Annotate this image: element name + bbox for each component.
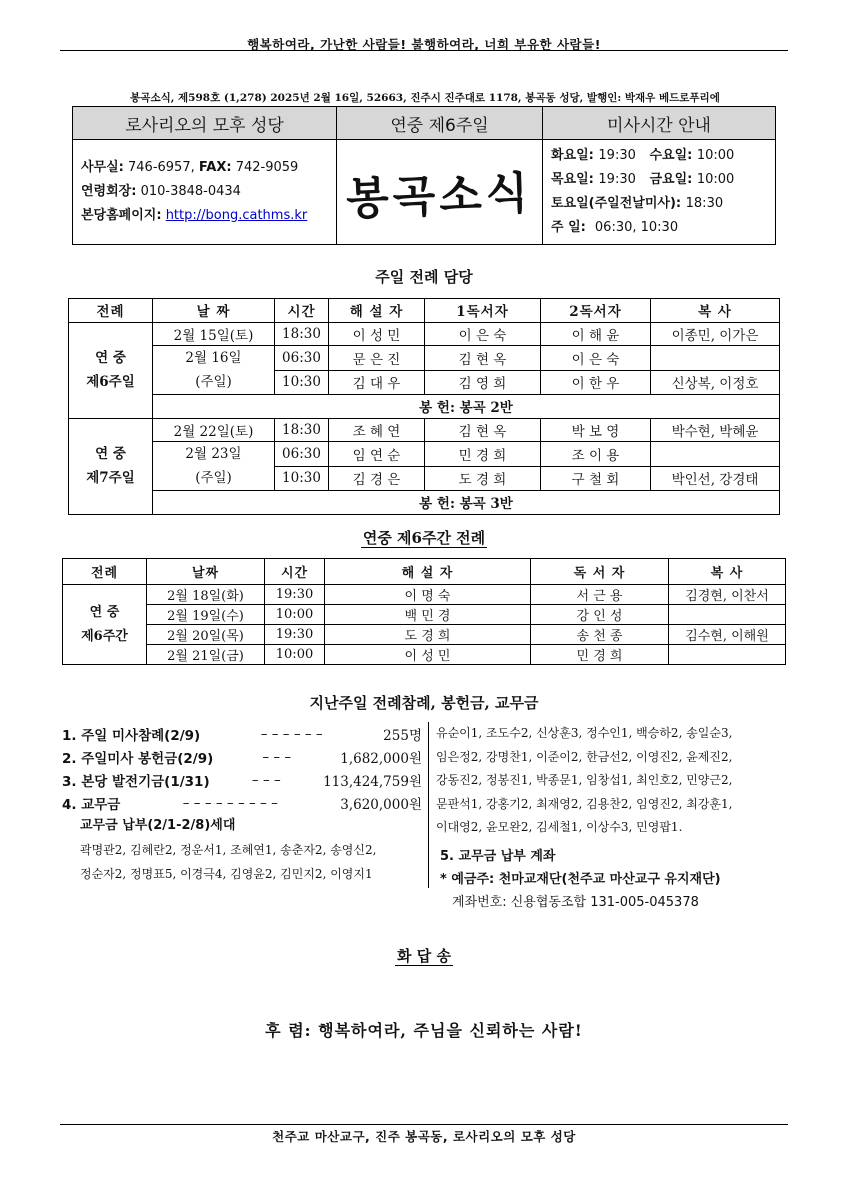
- masthead: [72, 106, 776, 245]
- server-cell: [651, 346, 780, 371]
- reader-cell: 강 인 성: [531, 605, 669, 625]
- finance-title: 지난주일 전례참례, 봉헌금, 교무금: [309, 694, 539, 712]
- offering-cell: 봉 헌: 봉곡 3반: [153, 491, 780, 515]
- commentator-cell: 백 민 경: [325, 605, 531, 625]
- date-cell: 2월 20일(목): [147, 625, 265, 645]
- server-cell: 박인선, 강경태: [651, 466, 780, 491]
- col-header: 복 사: [651, 299, 780, 323]
- server-cell: 신상복, 이정호: [651, 370, 780, 395]
- table-row: [63, 645, 786, 665]
- reader-cell: 송 천 종: [531, 625, 669, 645]
- top-divider: [60, 50, 788, 51]
- commentator-cell: 임 연 순: [329, 442, 425, 467]
- table-row: [69, 418, 780, 442]
- account-title: 5. 교무금 납부 계좌: [440, 849, 556, 864]
- server-cell: [669, 645, 786, 665]
- server-cell: 김수현, 이해원: [669, 625, 786, 645]
- reader2-cell: 이 한 우: [541, 370, 651, 395]
- account-holder: * 예금주: 천마교재단(천주교 마산교구 유지재단): [440, 872, 721, 887]
- server-cell: [669, 605, 786, 625]
- publication-info: 봉곡소식, 제598호 (1,278) 2025년 2월 16일, 52663, 진주시 진주대로 1178, 봉곡동 성당, 발행인: 박재우 베드로푸리에: [130, 92, 720, 104]
- date-cell: 2월 22일(토): [153, 418, 275, 442]
- reader-cell: 민 경 희: [531, 645, 669, 665]
- time-cell: 19:30: [265, 585, 325, 605]
- commentator-cell: 이 성 민: [329, 322, 425, 346]
- finance-summary: [62, 722, 422, 886]
- donor-list: [436, 722, 786, 840]
- reader1-cell: 도 경 희: [425, 466, 541, 491]
- mass-time-title: 미사시간 안내: [543, 107, 776, 140]
- col-header: 전례: [63, 559, 147, 585]
- col-header: 날짜: [147, 559, 265, 585]
- table-row: [69, 491, 780, 515]
- commentator-cell: 김 대 우: [329, 370, 425, 395]
- column-divider: [428, 722, 429, 888]
- time-cell: 06:30: [275, 442, 329, 467]
- time-cell: 10:00: [265, 605, 325, 625]
- season-cell: 연 중 제6주간: [63, 585, 147, 665]
- logo-cell: [337, 140, 543, 245]
- psalm-title-wrap: [0, 945, 848, 966]
- table-row: [69, 442, 780, 467]
- list-item: 유순이1, 조도수2, 신상훈3, 정수인1, 백승하2, 송일순3,: [436, 726, 733, 740]
- dues-names: 정순자2, 정명표5, 이경극4, 김영윤2, 김민지2, 이영지1: [80, 867, 373, 881]
- footer: 천주교 마산교구, 진주 봉곡동, 로사리오의 모후 성당: [272, 1129, 576, 1144]
- server-cell: 김경현, 이찬서: [669, 585, 786, 605]
- reader1-cell: 김 영 희: [425, 370, 541, 395]
- commentator-cell: 이 명 숙: [325, 585, 531, 605]
- dues-title: 교무금 납부(2/1-2/8)세대: [80, 818, 236, 833]
- time-cell: 10:30: [275, 466, 329, 491]
- newsletter-logo: 봉곡소식: [345, 167, 534, 226]
- homepage-link[interactable]: http://bong.cathms.kr: [165, 208, 308, 223]
- season-cell: 연 중 제6주일: [69, 322, 153, 418]
- table-row: [69, 322, 780, 346]
- col-header: 해 설 자: [325, 559, 531, 585]
- reader2-cell: 조 이 용: [541, 442, 651, 467]
- table-row: [63, 625, 786, 645]
- commentator-cell: 문 은 진: [329, 346, 425, 371]
- account-info: [440, 845, 790, 914]
- reader1-cell: 이 은 숙: [425, 322, 541, 346]
- season-cell: 연 중 제7주일: [69, 418, 153, 514]
- reader2-cell: 구 철 회: [541, 466, 651, 491]
- reader1-cell: 민 경 희: [425, 442, 541, 467]
- date-cell: 2월 23일 (주일): [153, 442, 275, 491]
- offering-cell: 봉 헌: 봉곡 2반: [153, 395, 780, 419]
- col-header: 시간: [265, 559, 325, 585]
- col-header: 시간: [275, 299, 329, 323]
- commentator-cell: 김 경 은: [329, 466, 425, 491]
- finance-row: 4. 교무금 – – – – – – – – – 3,620,000원: [62, 794, 422, 813]
- bottom-divider: [60, 1124, 788, 1125]
- time-cell: 06:30: [275, 346, 329, 371]
- table-row: [69, 395, 780, 419]
- list-item: 임은정2, 강명찬1, 이준이2, 한금선2, 이영진2, 윤제진2,: [436, 749, 733, 764]
- finance-row: 3. 본당 발전기금(1/31) – – – 113,424,759원: [62, 771, 422, 790]
- col-header: 날 짜: [153, 299, 275, 323]
- motto-header: 행복하여라, 가난한 사람들! 불행하여라, 너희 부유한 사람들!: [247, 37, 601, 52]
- weekday-liturgy-title: 연중 제6주간 전례: [362, 529, 486, 547]
- server-cell: 박수현, 박혜윤: [651, 418, 780, 442]
- server-cell: 이종민, 이가은: [651, 322, 780, 346]
- reader2-cell: 이 은 숙: [541, 346, 651, 371]
- weekday-liturgy-title-wrap: [0, 527, 848, 548]
- reader2-cell: 박 보 영: [541, 418, 651, 442]
- mass-schedule: 화요일: 19:30 수요일: 10:00 목요일: 19:30 금요일: 10:00 토요일(주일전날미사): 18:30 주 일: 06:30, 10:30: [543, 140, 776, 245]
- finance-row: 1. 주일 미사참례(2/9) – – – – – – 255명: [62, 725, 422, 744]
- reader2-cell: 이 해 윤: [541, 322, 651, 346]
- table-row: [63, 585, 786, 605]
- time-cell: 10:00: [265, 645, 325, 665]
- dues-names: 곽명관2, 김혜란2, 정운서1, 조혜연1, 송춘자2, 송영신2,: [80, 843, 377, 857]
- server-cell: [651, 442, 780, 467]
- sunday-name: 연중 제6주일: [337, 107, 543, 140]
- time-cell: 18:30: [275, 418, 329, 442]
- table-row: [69, 346, 780, 371]
- reader1-cell: 김 현 옥: [425, 346, 541, 371]
- refrain: 후 렴: 행복하여라, 주님을 신뢰하는 사람!: [265, 1021, 583, 1040]
- list-item: 문판석1, 강홍기2, 최재영2, 김용찬2, 임영진2, 최강훈1,: [436, 796, 733, 811]
- table-row: [63, 605, 786, 625]
- reader-cell: 서 근 용: [531, 585, 669, 605]
- psalm-title: 화 답 송: [397, 947, 451, 965]
- list-item: 강동진2, 정봉진1, 박종문1, 임창섭1, 최인호2, 민양근2,: [436, 773, 733, 787]
- date-cell: 2월 18일(화): [147, 585, 265, 605]
- reader1-cell: 김 현 옥: [425, 418, 541, 442]
- time-cell: 10:30: [275, 370, 329, 395]
- time-cell: 19:30: [265, 625, 325, 645]
- col-header: 2독서자: [541, 299, 651, 323]
- sunday-liturgy-table: [68, 298, 780, 515]
- finance-row: 2. 주일미사 봉헌금(2/9) – – – 1,682,000원: [62, 748, 422, 767]
- col-header: 독 서 자: [531, 559, 669, 585]
- col-header: 해 설 자: [329, 299, 425, 323]
- col-header: 전례: [69, 299, 153, 323]
- commentator-cell: 이 성 민: [325, 645, 531, 665]
- date-cell: 2월 19일(수): [147, 605, 265, 625]
- col-header: 복 사: [669, 559, 786, 585]
- col-header: 1독서자: [425, 299, 541, 323]
- commentator-cell: 조 혜 연: [329, 418, 425, 442]
- date-cell: 2월 16일 (주일): [153, 346, 275, 395]
- list-item: 이대영2, 윤모완2, 김세철1, 이상수3, 민영팝1.: [436, 820, 683, 834]
- time-cell: 18:30: [275, 322, 329, 346]
- parish-name: 로사리오의 모후 성당: [73, 107, 337, 140]
- sunday-liturgy-title: 주일 전례 담당: [375, 268, 473, 286]
- commentator-cell: 도 경 희: [325, 625, 531, 645]
- date-cell: 2월 15일(토): [153, 322, 275, 346]
- contact-info: 사무실: 746-6957, FAX: 742-9059 연령회장: 010-3848-0434 본당홈페이지: http://bong.cathms.kr: [73, 140, 337, 245]
- weekday-liturgy-table: [62, 558, 786, 665]
- date-cell: 2월 21일(금): [147, 645, 265, 665]
- account-number: 계좌번호: 신용협동조합 131-005-045378: [452, 895, 699, 910]
